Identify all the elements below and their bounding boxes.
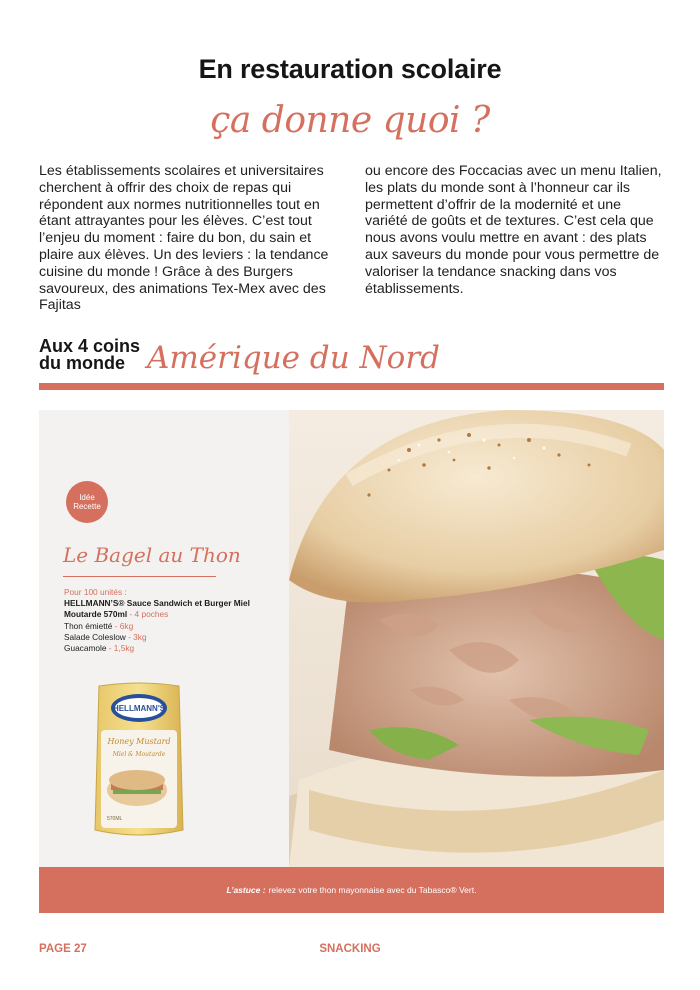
tip-text: relevez votre thon mayonnaise avec du Tabasco® Vert. <box>268 885 477 895</box>
intro-column-1: Les établissements scolaires et universitaires cherchent à offrir des choix de repas qui répondent aux normes nutritionnelles tout en étant attrayantes pour les élèves. C’est tout l’enjeu du moment : faire du bon, du sain et plaire aux élèves. Un des leviers : la tendance cuisine du monde ! Grâce à des Burgers savoureux, des animations Tex-Mex avec des Fajitas <box>39 163 329 314</box>
section-region: Amérique du Nord <box>147 340 440 376</box>
ingredient-3: Salade Coleslow - 3kg <box>64 631 147 642</box>
section-label-line-2: du monde <box>39 353 125 373</box>
svg-text:570ML: 570ML <box>107 816 123 822</box>
tuna-bagel-photo <box>289 410 664 867</box>
page-title: En restauration scolaire <box>198 54 502 84</box>
section-label-line-1: Aux 4 coins <box>39 336 141 356</box>
svg-text:Miel & Moutarde: Miel & Moutarde <box>112 751 166 758</box>
section-heading <box>39 336 440 376</box>
footer-section: SNACKING <box>319 943 381 955</box>
badge-line-1: Idée <box>79 493 95 502</box>
ingredient-1: HELLMANN’S® Sauce Sandwich et Burger Miel Moutarde 570ml - 4 poches <box>64 598 250 620</box>
intro-text <box>39 163 665 314</box>
section-divider <box>39 383 664 390</box>
tip-label: L’astuce : <box>226 885 266 895</box>
ingredient-4: Guacamole - 1,5kg <box>64 643 135 654</box>
svg-text:Honey Mustard: Honey Mustard <box>107 737 171 746</box>
intro-column-2: ou encore des Foccacias avec un menu Italien, les plats du monde sont à l’honneur car ils permettent d’offrir de la modernité et une variété de goûts et de textures. C’est cela que nous avons voulu mettre en avant : des plats aux saveurs du monde pour vous permettre de valoriser la tendance snacking dans vos établissements. <box>365 163 662 297</box>
recipe-card <box>39 410 664 867</box>
recipe-title: Le Bagel au Thon <box>63 543 241 567</box>
tip-banner <box>39 867 664 913</box>
section-label <box>39 338 140 372</box>
page-label: PAGE <box>39 943 71 955</box>
hellmanns-pouch-image <box>91 680 187 842</box>
ingredients-list <box>64 587 279 654</box>
idea-badge <box>66 481 108 523</box>
page-subtitle: ça donne quoi ? <box>210 100 490 141</box>
page-number-value: 27 <box>73 943 87 955</box>
badge-line-2: Recette <box>73 502 101 511</box>
svg-text:HELLMANN'S: HELLMANN'S <box>112 704 166 713</box>
recipe-title-underline <box>63 576 216 577</box>
servings: Pour 100 unités : <box>64 587 127 597</box>
ingredient-2: Thon émietté - 6kg <box>64 620 134 631</box>
